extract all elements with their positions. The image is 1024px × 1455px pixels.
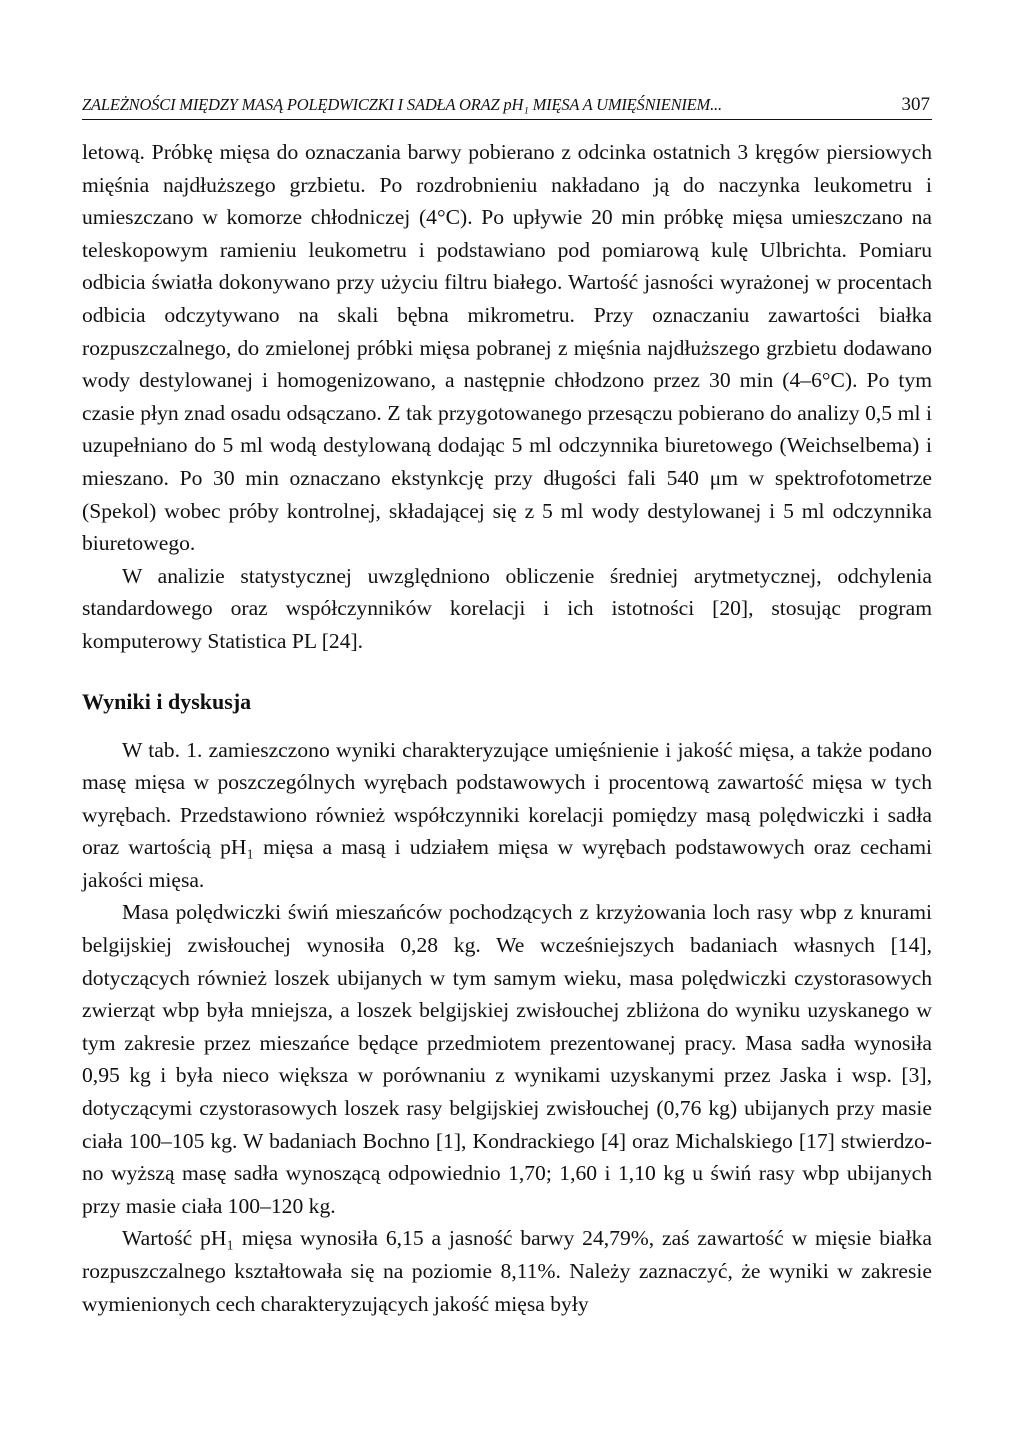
paragraph-results-table: W tab. 1. zamieszczono wyniki charakteryzujące umięśnienie i jakość mięsa, a także podano masę mięsa w poszczególnych wyrębach podstawowych i procentową zawartość mięsa w tych wyrębach. Przedstawiono również współczynniki korelacji pomiędzy masą polędwiczki i sadła oraz wartością pH₁ mięsa a masą i udziałem mięsa w wyrębach podstawowych oraz cechami jakości mięsa.: [82, 737, 932, 892]
section-heading-results: Wyniki i dyskusja: [82, 688, 252, 714]
paragraph-results-ph: Wartość pH₁ mięsa wynosiła 6,15 a jasność barwy 24,79%, zaś zawartość w mięsie białka rozpuszczalnego kształtowała się na poziomie 8,11%. Należy zaznaczyć, że wyniki w zakresie wymienionych cech charakteryzujących jakość mięsa były: [82, 1226, 932, 1316]
journal-page: [82, 94, 932, 1320]
page-number: 307: [901, 94, 930, 115]
paragraph-methods-continued: letową. Próbkę mięsa do oznaczania barwy pobierano z odcinka ostatnich 3 kręgów piersiowych mięśnia najdłuższego grzbietu. Po rozdrobnieniu nakładano ją do naczynka leukometru i umieszczano w komorze chłodniczej (4°C). Po upływie 20 min próbkę mięsa umieszczano na teleskopowym ramieniu leukometru i podstawiano pod pomiarową kulę Ulbrichta. Pomiaru odbicia światła dokonywano przy użyciu filtru białego. Wartość jasności wyrażonej w procentach odbicia odczytywano na skali bębna mikrometru. Przy oznaczaniu zawartości białka rozpuszczalnego, do zmielonej próbki mięsa pobranej z mięśnia najdłuższego grzbietu dodawano wody destylowanej i homogenizowano, a następnie chłodzono przez 30 min (4–6°C). Po tym czasie płyn znad osadu odsączano. Z tak przygotowanego przesączu pobierano do analizy 0,5 ml i uzupełniano do 5 ml wodą destylowaną dodając 5 ml odczynnika biuretowego (Weichselbema) i mieszano. Po 30 min oznaczano ekstynkcję przy długości fali 540 μm w spektrofotometrze (Spekol) wobec próby kontrolnej, składającej się z 5 ml wody destylowanej i 5 ml odczynnika biuretowego.: [82, 140, 932, 556]
paragraph-statistics: W analizie statystycznej uwzględniono obliczenie średniej arytmetycznej, odchylenia standardowego oraz współczynników korelacji i ich istotności [20], stosując program komputerowy Statistica PL [24].: [82, 563, 932, 653]
paragraph-results-tenderloin: Masa polędwiczki świń mieszańców pochodzących z krzyżowania loch rasy wbp z knurami belgijskiej zwisłouchej wynosiła 0,28 kg. We wcześniejszych badaniach własnych [14], dotyczących również loszek ubijanych w tym samym wieku, masa polędwiczki czystorasowych zwierząt wbp była mniejsza, a loszek belgijskiej zwisłouchej zbliżona do wyniku uzyskanego w tym zakresie przez mieszańce będące przedmiotem prezentowanej pracy. Masa sadła wynosiła 0,95 kg i była nieco większa w porównaniu z wynikami uzyskanymi przez Jaska i wsp. [3], dotyczącymi czystorasowych loszek rasy belgijskiej zwisłouchej (0,76 kg) ubijanych przy masie ciała 100–105 kg. W badaniach Bochno [1], Kondrackiego [4] oraz Michalskiego [17] stwierdzono wyższą masę sadła wynoszącą odpowiednio 1,70; 1,60 i 1,10 kg u świń rasy wbp ubijanych przy masie ciała 100–120 kg.: [82, 900, 932, 1218]
running-title: ZALEŻNOŚCI MIĘDZY MASĄ POLĘDWICZKI I SADŁA ORAZ pH₁ MIĘSA A UMIĘŚNIENIEM...: [82, 95, 722, 114]
running-header: [82, 94, 932, 120]
article-body: [82, 136, 932, 1320]
